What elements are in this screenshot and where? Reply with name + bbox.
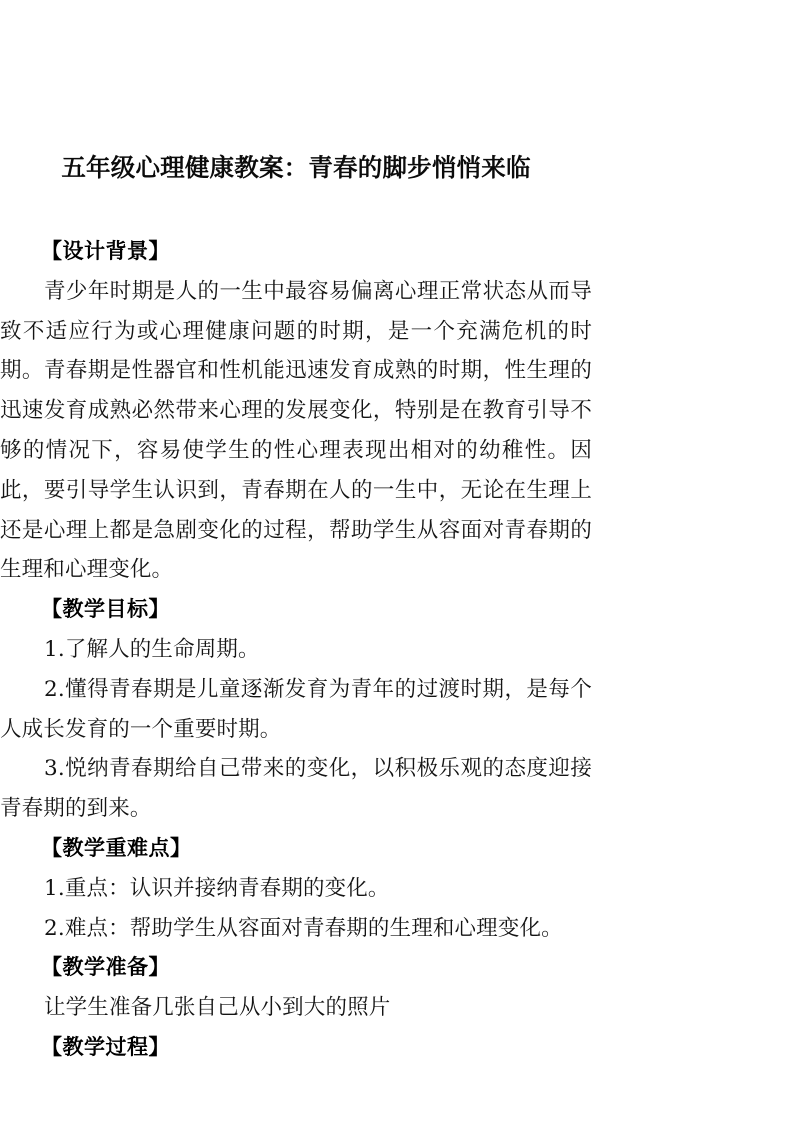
section-heading-teaching-preparation: 【教学准备】 bbox=[41, 955, 170, 980]
key-point-item-1: 1.重点：认识并接纳青春期的变化。 bbox=[44, 875, 390, 901]
paragraph-design-background: 青少年时期是人的一生中最容易偏离心理正常状态从而导致不适应行为或心理健康问题的时期，是一个充满危机的时期。青春期是性器官和性机能迅速发育成熟的时期，性生理的迅速发育成熟必然带来心理的发展变化，特别是在教育引导不够的情况下，容易使学生的性心理表现出相对的幼稚性。因此，要引导学生认识到，青春期在人的一生中，无论在生理上还是心理上都是急剧变化的过程，帮助学生从容面对青春期的生理和心理变化。 bbox=[0, 278, 592, 583]
section-heading-teaching-objectives: 【教学目标】 bbox=[41, 597, 170, 622]
objective-item-1: 1.了解人的生命周期。 bbox=[44, 636, 260, 662]
preparation-text: 让学生准备几张自己从小到大的照片 bbox=[44, 995, 391, 1021]
objective-item-3: 3.悦纳青春期给自己带来的变化，以积极乐观的态度迎接青春期的到来。 bbox=[0, 756, 592, 822]
section-heading-key-difficult-points: 【教学重难点】 bbox=[41, 835, 192, 860]
section-heading-teaching-process: 【教学过程】 bbox=[41, 1034, 170, 1059]
key-point-item-2: 2.难点：帮助学生从容面对青春期的生理和心理变化。 bbox=[44, 915, 563, 941]
objective-item-2: 2.懂得青春期是儿童逐渐发育为青年的过渡时期，是每个人成长发育的一个重要时期。 bbox=[0, 676, 592, 742]
document-body bbox=[0, 232, 592, 1068]
page-title: 五年级心理健康教案：青春的脚步悄悄来临 bbox=[61, 153, 531, 182]
section-heading-design-background: 【设计背景】 bbox=[41, 239, 170, 263]
